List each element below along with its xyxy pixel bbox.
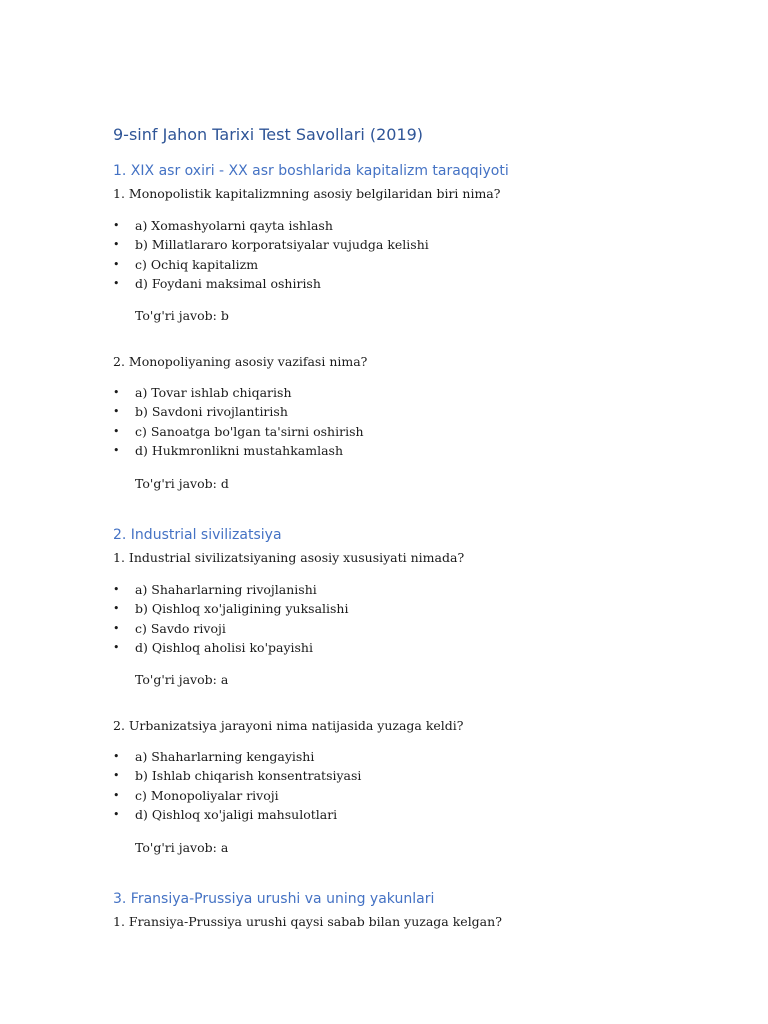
question-text: 1. Industrial sivilizatsiyaning asosiy xususiyati nimada?: [113, 550, 465, 565]
bullet-icon: •: [113, 621, 120, 635]
correct-answer: To'g'ri javob: d: [135, 476, 229, 491]
option-text: b) Ishlab chiqarish konsentratsiyasi: [135, 768, 362, 784]
option-text: d) Foydani maksimal oshirish: [135, 275, 321, 291]
bullet-icon: •: [113, 769, 120, 783]
bullet-icon: •: [113, 405, 120, 419]
option-text: d) Qishloq xo'jaligi mahsulotlari: [135, 806, 338, 822]
option-text: a) Shaharlarning rivojlanishi: [135, 582, 317, 597]
bullet-icon: •: [113, 443, 120, 457]
option-text: c) Savdo rivoji: [135, 620, 226, 636]
correct-answer: To'g'ri javob: b: [135, 308, 229, 323]
section-heading: 2. Industrial sivilizatsiya: [113, 527, 282, 543]
option-text: b) Millatlararo korporatsiyalar vujudga kelishi: [135, 237, 429, 253]
bullet-icon: •: [113, 750, 120, 763]
bullet-icon: •: [113, 238, 120, 252]
question-text: 2. Urbanizatsiya jarayoni nima natijasida yuzaga keldi?: [113, 718, 464, 733]
bullet-icon: •: [113, 276, 120, 290]
correct-answer: To'g'ri javob: a: [135, 672, 229, 687]
bullet-icon: •: [113, 640, 120, 654]
bullet-icon: •: [113, 807, 120, 821]
option-text: c) Ochiq kapitalizm: [135, 256, 259, 272]
option-text: a) Tovar ishlab chiqarish: [135, 385, 292, 400]
bullet-icon: •: [113, 788, 120, 802]
question-text: 1. Monopolistik kapitalizmning asosiy belgilaridan biri nima?: [113, 186, 501, 201]
document-title: 9-sinf Jahon Tarixi Test Savollari (2019): [113, 125, 424, 144]
question-text: 1. Fransiya-Prussiya urushi qaysi sabab bilan yuzaga kelgan?: [113, 914, 502, 929]
question-text: 2. Monopoliyaning asosiy vazifasi nima?: [113, 354, 368, 369]
section-heading: 3. Fransiya-Prussiya urushi va uning yakunlari: [113, 891, 435, 907]
bullet-icon: •: [113, 602, 120, 616]
option-text: a) Xomashyolarni qayta ishlash: [135, 218, 333, 233]
bullet-icon: •: [113, 386, 120, 399]
option-text: c) Monopoliyalar rivoji: [135, 787, 279, 803]
option-text: d) Qishloq aholisi ko'payishi: [135, 639, 313, 655]
option-text: b) Savdoni rivojlantirish: [135, 404, 288, 420]
option-text: b) Qishloq xo'jaligining yuksalishi: [135, 601, 349, 617]
bullet-icon: •: [113, 219, 120, 232]
option-text: c) Sanoatga bo'lgan ta'sirni oshirish: [135, 423, 364, 439]
option-text: a) Shaharlarning kengayishi: [135, 749, 315, 764]
bullet-icon: •: [113, 424, 120, 438]
section-heading: 1. XIX asr oxiri - XX asr boshlarida kapitalizm taraqqiyoti: [113, 163, 509, 179]
option-text: d) Hukmronlikni mustahkamlash: [135, 442, 344, 458]
bullet-icon: •: [113, 583, 120, 596]
correct-answer: To'g'ri javob: a: [135, 840, 229, 855]
bullet-icon: •: [113, 257, 120, 271]
